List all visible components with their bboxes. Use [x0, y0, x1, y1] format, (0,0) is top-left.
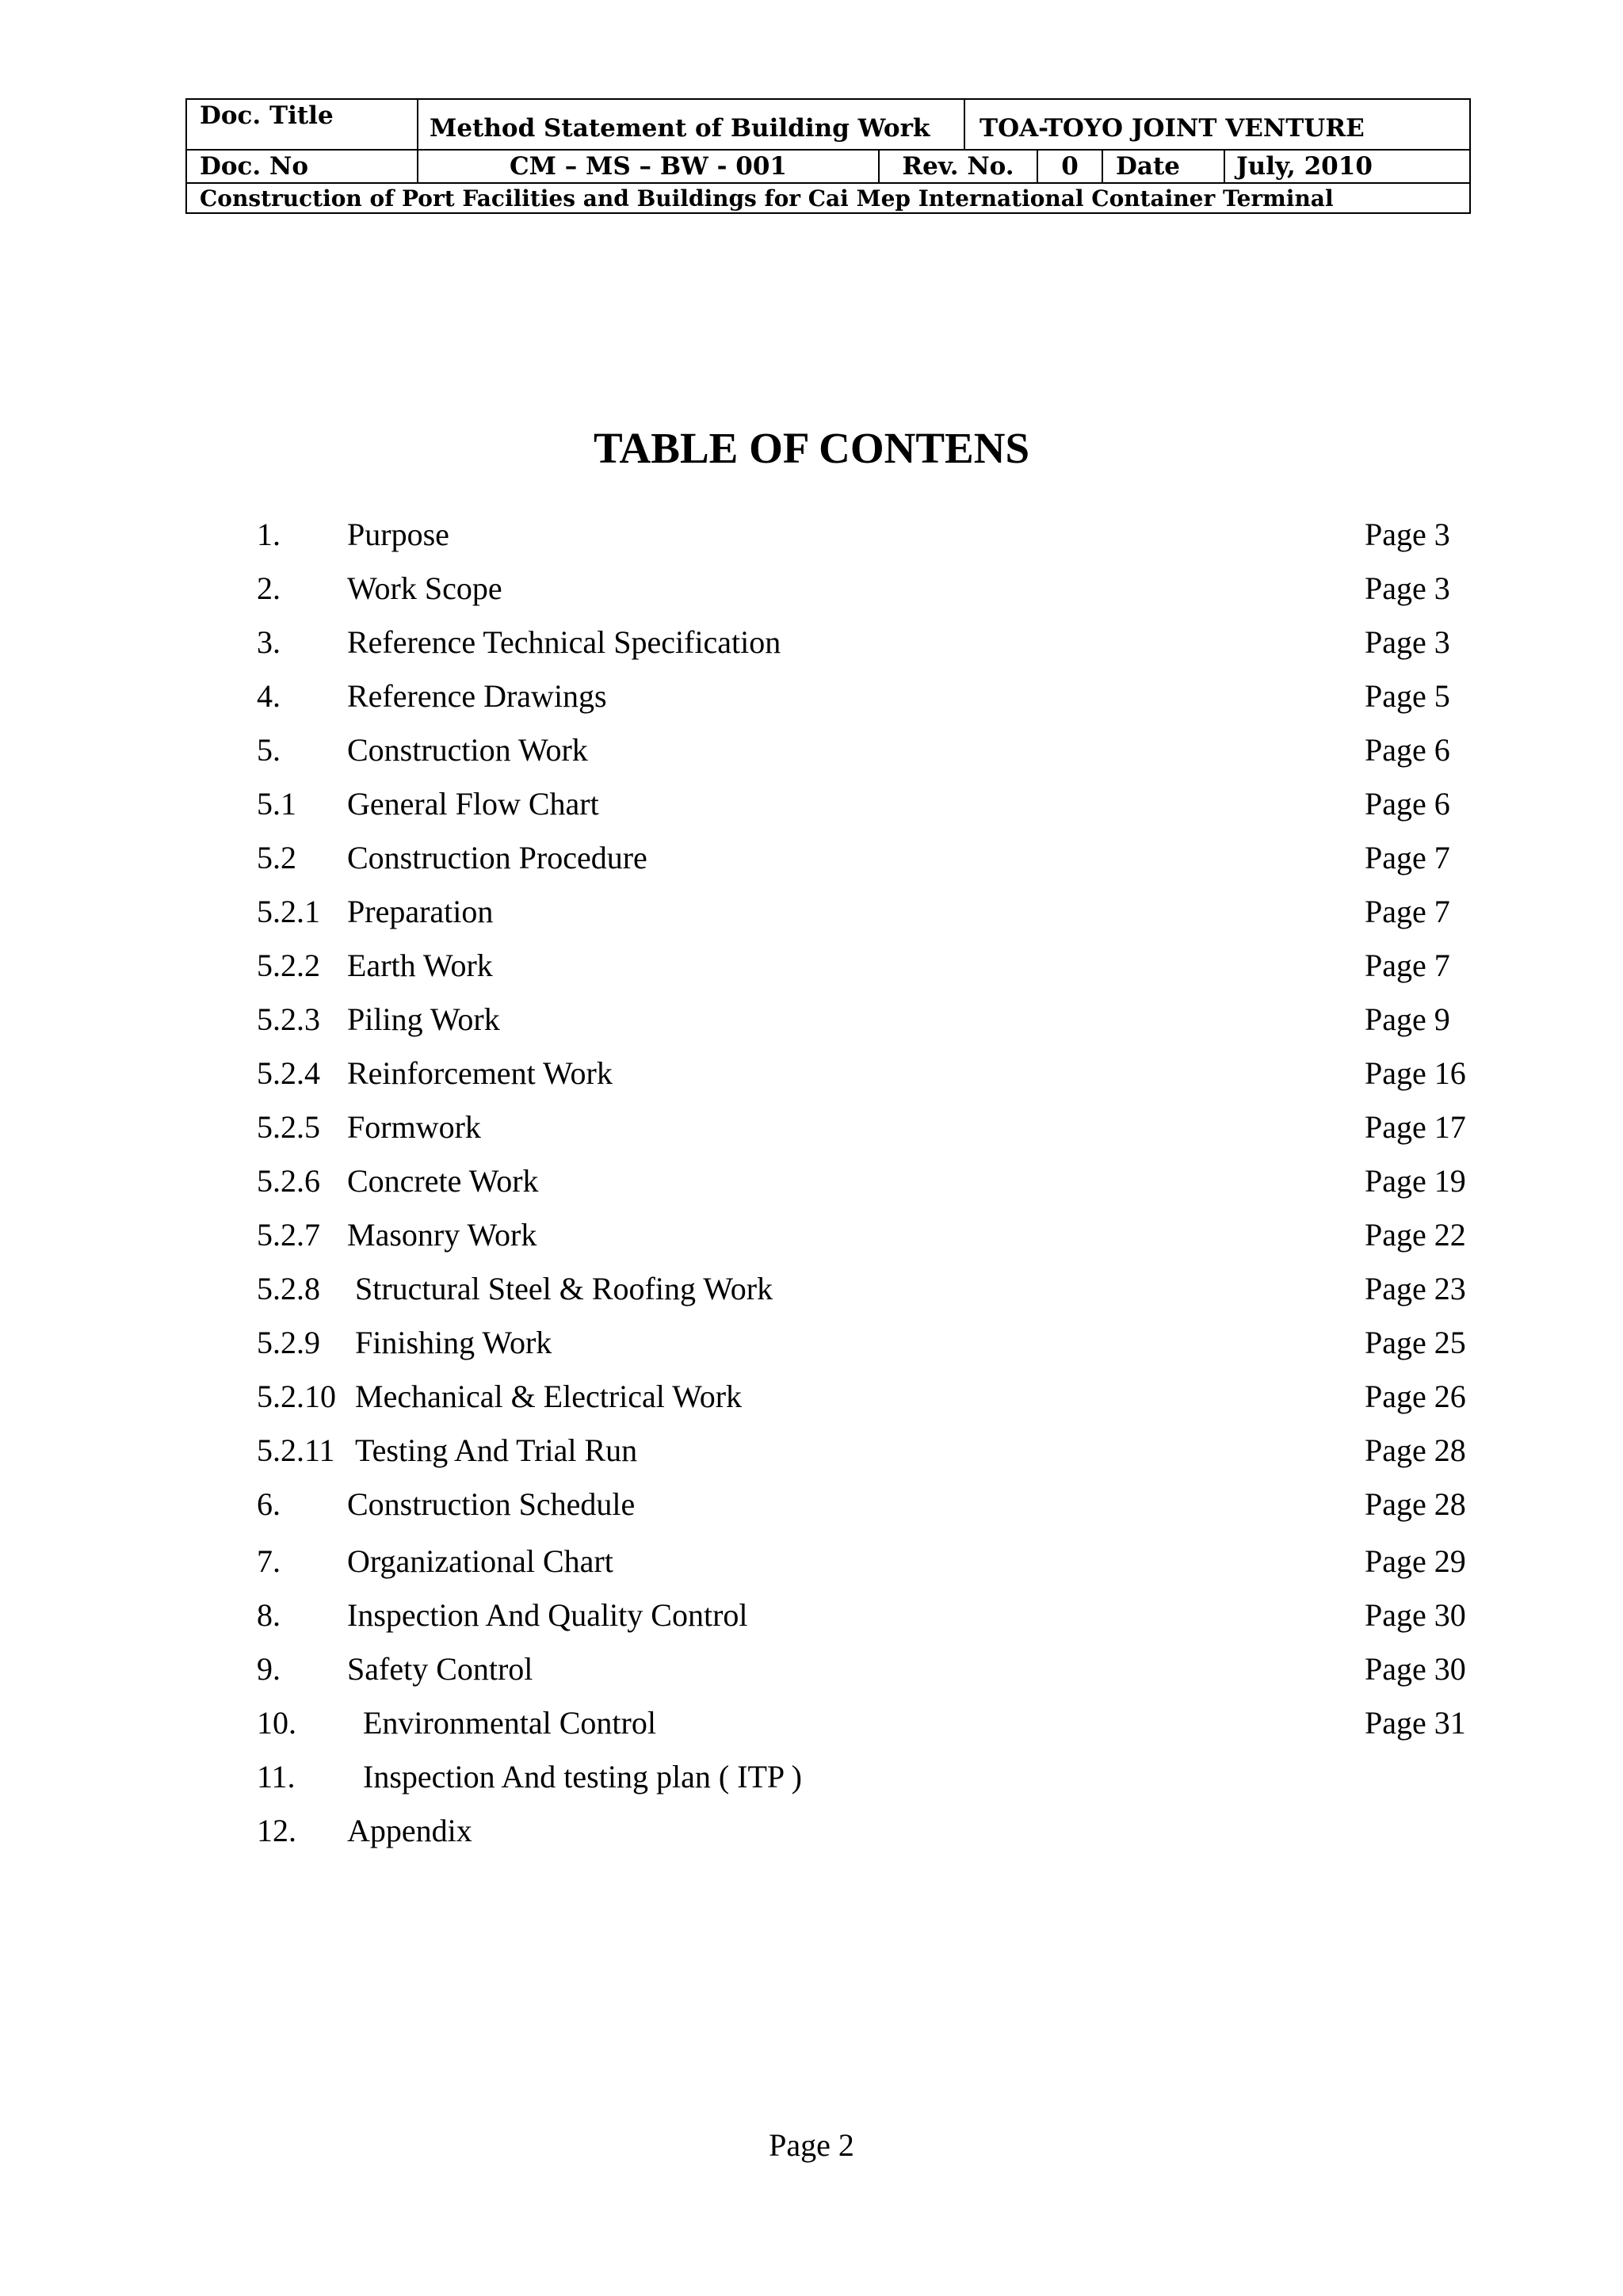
toc-row [0, 515, 1623, 555]
toc-label: Reference Drawings [347, 678, 607, 714]
toc-label: Masonry Work [347, 1217, 537, 1253]
toc-label: Formwork [347, 1109, 481, 1145]
toc-label: General Flow Chart [347, 786, 599, 822]
toc-page-ref: Page 30 [1365, 1651, 1466, 1687]
rev-no-value: 0 [1037, 151, 1102, 182]
toc-number: 5.2.7 [257, 1217, 320, 1253]
toc-number: 4. [257, 678, 281, 714]
toc-number: 5.2.10 [257, 1379, 336, 1414]
doc-no-value: CM – MS – BW - 001 [417, 151, 878, 182]
toc-label: Earth Work [347, 948, 493, 983]
toc-number: 5.2.3 [257, 1001, 320, 1037]
rev-no-label: Rev. No. [878, 151, 1037, 182]
toc-page-ref: Page 7 [1365, 840, 1450, 875]
toc-row [0, 1757, 1623, 1797]
toc-row [0, 1811, 1623, 1851]
toc-row [0, 1269, 1623, 1309]
toc-number: 1. [257, 517, 281, 552]
toc-row [0, 784, 1623, 824]
toc-page-ref: Page 9 [1365, 1001, 1450, 1037]
toc-number: 5.1 [257, 786, 296, 822]
toc-page-ref: Page 3 [1365, 517, 1450, 552]
toc-page-ref: Page 17 [1365, 1109, 1466, 1145]
toc-row [0, 1596, 1623, 1635]
toc-label: Mechanical & Electrical Work [355, 1379, 743, 1414]
toc-label: Work Scope [347, 570, 502, 606]
toc-page-ref: Page 31 [1365, 1705, 1466, 1741]
toc-row [0, 1000, 1623, 1039]
toc-label: Piling Work [347, 1001, 500, 1037]
toc-row [0, 1108, 1623, 1147]
toc-page-ref: Page 3 [1365, 624, 1450, 660]
toc-label: Inspection And Quality Control [347, 1597, 748, 1633]
toc-row [0, 730, 1623, 770]
toc-row [0, 1703, 1623, 1743]
toc-row [0, 1161, 1623, 1201]
toc-number: 8. [257, 1597, 281, 1633]
toc-page-ref: Page 16 [1365, 1055, 1466, 1091]
toc-row [0, 946, 1623, 986]
date-label: Date [1102, 151, 1224, 182]
toc-page-ref: Page 22 [1365, 1217, 1466, 1253]
toc-row [0, 1485, 1623, 1524]
toc-number: 5.2.11 [257, 1432, 335, 1468]
toc-page-ref: Page 19 [1365, 1163, 1466, 1199]
toc-page-ref: Page 7 [1365, 948, 1450, 983]
toc-label: Construction Work [347, 732, 588, 768]
toc-page-ref: Page 28 [1365, 1486, 1466, 1522]
toc-label: Finishing Work [355, 1325, 552, 1360]
toc-label: Inspection And testing plan ( ITP ) [363, 1759, 802, 1794]
page-title: TABLE OF CONTENS [593, 424, 1030, 472]
toc-label: Concrete Work [347, 1163, 539, 1199]
toc-page-ref: Page 7 [1365, 894, 1450, 929]
toc-row [0, 569, 1623, 608]
toc-page-ref: Page 6 [1365, 786, 1450, 822]
toc-page-ref: Page 5 [1365, 678, 1450, 714]
toc-number: 6. [257, 1486, 281, 1522]
toc-number: 5.2.8 [257, 1271, 320, 1306]
doc-title-label: Doc. Title [200, 101, 334, 130]
toc-label: Preparation [347, 894, 494, 929]
project-name: Construction of Port Facilities and Buildings for Cai Mep International Container Terminal [200, 185, 1334, 212]
toc-number: 5.2.1 [257, 894, 320, 929]
toc-label: Reinforcement Work [347, 1055, 613, 1091]
toc-number: 2. [257, 570, 281, 606]
toc-page-ref: Page 23 [1365, 1271, 1466, 1306]
toc-label: Purpose [347, 517, 449, 552]
toc-row [0, 1542, 1623, 1581]
toc-label: Organizational Chart [347, 1543, 613, 1579]
doc-no-label: Doc. No [200, 152, 309, 181]
toc-row [0, 677, 1623, 716]
toc-number: 5.2 [257, 840, 296, 875]
toc-row [0, 1431, 1623, 1470]
toc-row [0, 1650, 1623, 1689]
toc-page-ref: Page 3 [1365, 570, 1450, 606]
page-number: Page 2 [769, 2127, 854, 2163]
toc-number: 7. [257, 1543, 281, 1579]
toc-label: Reference Technical Specification [347, 624, 781, 660]
date-value: July, 2010 [1224, 151, 1469, 182]
toc-row [0, 1377, 1623, 1417]
toc-label: Testing And Trial Run [355, 1432, 638, 1468]
toc-row [0, 1323, 1623, 1363]
toc-page-ref: Page 6 [1365, 732, 1450, 768]
toc-number: 5.2.9 [257, 1325, 320, 1360]
toc-label: Safety Control [347, 1651, 533, 1687]
toc-row [0, 838, 1623, 878]
doc-title-value: Method Statement of Building Work [417, 100, 964, 149]
toc-page-ref: Page 25 [1365, 1325, 1466, 1360]
toc-page-ref: Page 29 [1365, 1543, 1466, 1579]
toc-number: 11. [257, 1759, 296, 1794]
toc-number: 3. [257, 624, 281, 660]
toc-label: Construction Schedule [347, 1486, 636, 1522]
toc-label: Structural Steel & Roofing Work [355, 1271, 773, 1306]
toc-number: 9. [257, 1651, 281, 1687]
toc-row [0, 892, 1623, 932]
toc-number: 5.2.6 [257, 1163, 320, 1199]
toc-page-ref: Page 28 [1365, 1432, 1466, 1468]
toc-row [0, 1215, 1623, 1255]
toc-label: Construction Procedure [347, 840, 647, 875]
toc-page-ref: Page 26 [1365, 1379, 1466, 1414]
toc-page-ref: Page 30 [1365, 1597, 1466, 1633]
toc-row [0, 1054, 1623, 1093]
toc-number: 10. [257, 1705, 296, 1741]
toc-number: 5.2.2 [257, 948, 320, 983]
toc-number: 5.2.4 [257, 1055, 320, 1091]
toc-label: Environmental Control [363, 1705, 656, 1741]
toc-number: 12. [257, 1813, 296, 1848]
toc-label: Appendix [347, 1813, 472, 1848]
toc-number: 5.2.5 [257, 1109, 320, 1145]
toc-number: 5. [257, 732, 281, 768]
company-name: TOA-TOYO JOINT VENTURE [964, 100, 1469, 149]
toc-row [0, 623, 1623, 662]
